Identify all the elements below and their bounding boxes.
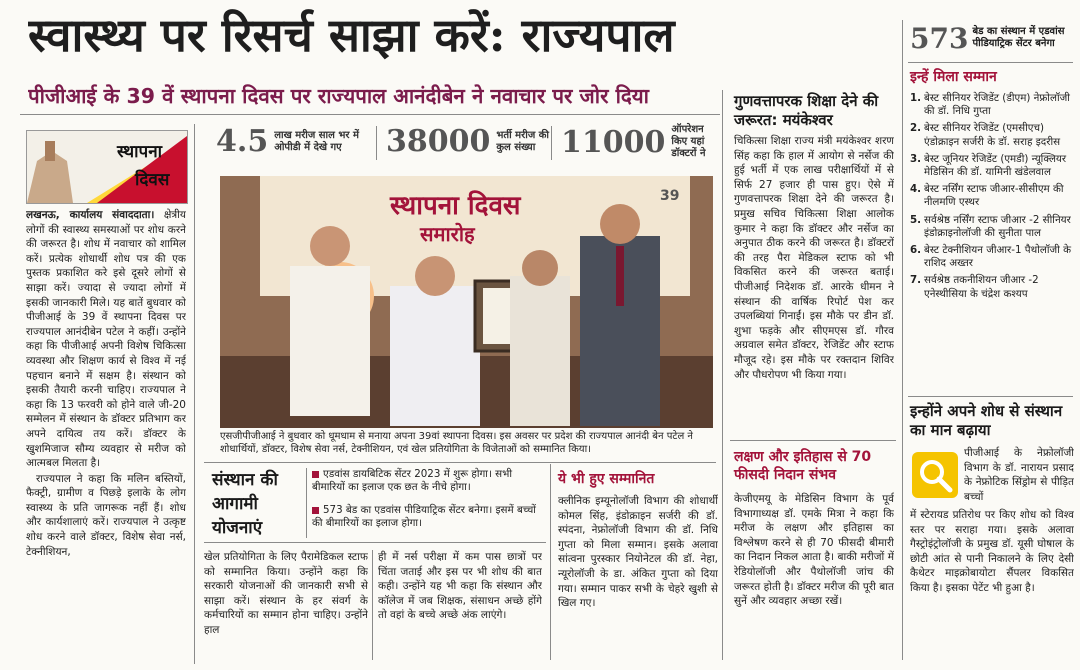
stat-value: 11000: [561, 124, 666, 160]
magnifier-icon: [912, 452, 958, 498]
rule: [204, 462, 716, 463]
award-number: 7.: [910, 274, 922, 287]
divider: [550, 464, 551, 660]
bottom-col1: खेल प्रतियोगिता के लिए पैरामेडिकल स्टाफ को सम्मानित किया। उन्होंने कहा कि सरकारी योजनाओं की जानकारी सभी से साझा करें। संस्थान के हर संवर्ग के कर्मचारियों का सम्मान होना चाहिए। उन्होंने हाल: [204, 551, 368, 636]
research-text: में स्टेरायड प्रतिरोध पर किए शोध को विश्व स्तर पर सराहा गया। इसके अलावा गैस्ट्रोइंट्रोलॉजी के प्रमुख डॉ. यूसी घोषाल के छोटी आंत से पानी निकालने के लिए देसी कैथेटर माइक्रोबायोटा सैंपलर विकसित किया है। इसका पेटेंट भी हुआ है।: [910, 509, 1074, 594]
sthapana-diwas-logo: [26, 130, 188, 204]
stat-value: 38000: [386, 124, 491, 159]
award-number: 6.: [910, 244, 922, 257]
award-text: बेस्ट सीनियर रेजिडेंट (डीएम) नेफ्रोलॉजी की डॉ. निधि गुप्ता: [924, 92, 1070, 118]
divider: [376, 126, 377, 160]
award-text: बेस्ट सीनियर रेजिडेंट (एमसीएच) एंडोक्राइन सर्जरी के डॉ. सराह इदरीस: [924, 122, 1061, 148]
honored-title: ये भी हुए सम्मानित: [558, 471, 655, 487]
award-text: सर्वश्रेष्ठ नर्सिंग स्टाफ जीआर -2 सीनियर इंडोक्राइनोलॉजी की सुनीता पाल: [924, 213, 1071, 239]
awards-title: इन्हें मिला सम्मान: [910, 69, 997, 85]
headline: स्वास्थ्य पर रिसर्च साझा करें: राज्यपाल: [28, 8, 675, 62]
rule: [20, 114, 720, 115]
pediatric-text: बेड का संस्थान में एडवांस पीडियाट्रिक सेंटर बनेगा: [972, 26, 1065, 49]
stat-item: [216, 124, 374, 159]
diagnosis-text: केजीएमयू के मेडिसिन विभाग के पूर्व विभागाध्यक्ष डॉ. एमके मित्रा ने कहा कि मरीज के लक्षण और इतिहास का विश्लेषण करने से ही 70 फीसदी बीमारी का निदान निकल आता है। बाकी मरीजों में रेडियोलॉजी और पैथोलॉजी जांच की जरूरत होती है। डॉक्टर मरीज की पूरी बात सुनें और व्यवहार अच्छा रखें।: [734, 493, 894, 608]
left-column: [26, 208, 186, 663]
divider: [306, 468, 307, 538]
plans-box: [204, 464, 546, 548]
left-para1: क्षेत्रीय लोगों की स्वास्थ्य समस्याओं पर शोध करने की जरूरत है। शोध में नवाचार को शामिल करें। प्रत्येक शोधार्थी शोध पत्र की एक पुस्तक प्रकाशित करे इसे दूसरे लोगों से साझा करें। ज्यादा से ज्यादा लोगों में इसकी जानकारी मिले। यह बातें बुधवार को पीजीआई के 39 वें स्थापना दिवस पर राज्यपाल आनंदीबेन पटेल ने कहीं। उन्होंने कहा कि पीजीआई अपनी विशेष चिकित्सा व्यवस्था और शिक्षण कार्य से विश्व में नई पहचान बनाने में सक्षम है। संस्थान को इसकी तैयारी करनी चाहिए। राज्यपाल ने कहा कि 13 फरवरी को होने वाले जी-20 सम्मेलन में संस्थान के डॉक्टर प्रतिभाग कर अपने दायित्व तय करें। डॉक्टर के खुशमिजाज सौम्य व्यवहार से मरीज को आत्मबल मिलता है।: [26, 209, 186, 470]
logo-line1: स्थापना: [117, 142, 163, 162]
award-item: [910, 122, 1075, 148]
pediatric-number: 573: [910, 21, 969, 55]
stat-label: ऑपरेशन किए यहां डॉक्टरों ने: [671, 124, 706, 159]
award-number: 1.: [910, 92, 922, 104]
award-text: बेस्ट नर्सिंग स्टाफ जीआर-सीसीएम की नीलमणि एस्थर: [924, 183, 1064, 209]
divider: [372, 550, 373, 660]
subheadline: पीजीआई के 39 वें स्थापना दिवस पर राज्यपाल आनंदीबेन ने नवाचार पर जोर दिया: [28, 84, 649, 108]
plan-item: [312, 468, 542, 494]
research-intro: पीजीआई के नेफ्रोलॉजी विभाग के डॉ. नारायन प्रसाद के नेफ्रोटिक सिंड्रोम से पीड़ित बच्चों: [964, 447, 1074, 503]
stat-item: [561, 124, 716, 160]
research-icon: [912, 452, 958, 498]
photo-number: 39: [660, 188, 680, 204]
plan-text: एडवांस डायबिटिक सेंटर 2023 में शुरू होगा। सभी बीमारियों का इलाज एक छत के नीचे होगा।: [312, 468, 513, 493]
rule: [730, 440, 896, 441]
rule: [908, 396, 1073, 397]
photo-banner-line1: स्थापना दिवस: [390, 191, 521, 221]
stat-label: भर्ती मरीज की कुल संख्या: [496, 129, 550, 153]
plans-title: संस्थान की आगामी योजनाएं: [212, 470, 278, 538]
stat-item: [386, 124, 556, 159]
research-title: इन्होंने अपने शोध से संस्थान का मान बढ़ाया: [910, 402, 1063, 439]
diagnosis-title: लक्षण और इतिहास से 70 फीसदी निदान संभव: [734, 449, 872, 483]
award-item: [910, 92, 1075, 118]
award-item: [910, 244, 1075, 270]
honored-text: क्लीनिक इम्यूनोलॉजी विभाग की शोधार्थी कोमल सिंह, इंडोक्राइन सर्जरी की डॉ. स्पंदना, नेफ्रोलॉजी विभाग की डॉ. निधि गुप्ता को मिला सम्मान। इसके अलावा सांत्वना पुरस्कार नियोनेटल की डॉ. नेहा, न्यूरोलॉजी के डा. अंकित गुप्ता को दिया गया। सम्मान पाकर सभी के चेहरे खुशी से खिल गए।: [558, 495, 718, 610]
divider: [722, 90, 723, 660]
stat-label: लाख मरीज साल भर में ओपीडी में देखे गए: [274, 129, 359, 153]
left-para2: राज्यपाल ने कहा कि मलिन बस्तियों, फैक्ट्री, ग्रामीण व पिछड़े इलाके के लोग स्वास्थ्य के प्रति जागरूक नहीं हैं। शोध और कार्यशालाएं करें। राज्यपाल ने उत्कृष्ट शोध करने वाले डॉक्टर, विशेष सेवा नर्स, टेक्नीशियन,: [26, 472, 186, 558]
award-item: [910, 153, 1075, 179]
award-number: 3.: [910, 152, 922, 165]
divider: [194, 124, 195, 664]
plan-text: 573 बेड का एडवांस पीडियाट्रिक सेंटर बनेगा। इसमें बच्चों की बीमारियों का इलाज होगा।: [312, 504, 536, 529]
bottom-col2: ही में नर्स परीक्षा में कम पास छात्रों पर चिंता जताई और इस पर भी शोध की बात कही। उन्होंने यह भी कहा कि संस्थान और कॉलेज में जब शिक्षक, संसाधन अच्छे होंगे तो वहां के बच्चे अच्छे अंक लाएंगे।: [378, 551, 542, 622]
event-photo: [220, 176, 713, 428]
rule: [908, 62, 1073, 63]
award-text: बेस्ट टेक्नीशियन जीआर-1 पैथोलॉजी के राशिद अख्तर: [924, 244, 1072, 270]
photo-banner-line2: समारोह: [420, 222, 475, 246]
award-text: सर्वश्रेष्ठ तकनीशियन जीआर -2 एनेस्थीसिया के चंद्रेश कश्यप: [924, 274, 1039, 300]
stats-bar: [216, 124, 714, 164]
bullet-icon: [312, 471, 319, 478]
award-number: 4.: [910, 183, 922, 196]
award-text: बेस्ट जूनियर रेजिडेंट (एमडी) न्यूक्लियर मेडिसिन की डॉ. यामिनी खंडेलवाल: [924, 152, 1067, 179]
plan-item: [312, 504, 542, 530]
award-number: 5.: [910, 213, 922, 226]
award-number: 2.: [910, 122, 922, 135]
bullet-icon: [312, 507, 319, 514]
award-item: [910, 183, 1075, 209]
awards-list: [910, 92, 1075, 305]
dateline: लखनऊ, कार्यालय संवाददाता।: [26, 209, 155, 221]
rule: [204, 542, 546, 543]
quality-title: गुणवत्तापरक शिक्षा देने की जरूरत: मयंकेश्वर: [734, 92, 879, 129]
pediatric-box: [910, 18, 1075, 58]
divider: [902, 20, 903, 660]
divider: [551, 126, 552, 160]
quality-text: चिकित्सा शिक्षा राज्य मंत्री मयंकेश्वर शरण सिंह कहा कि हाल में आयोग से नर्सेज की हुई भर्ती में एक लाख परीक्षार्थियों में से सिर्फ 27 हजार ही पास हुए। ऐसे में गुणवत्तापरक शिक्षा देने की जरूरत है। प्रमुख सचिव चिकित्सा शिक्षा आलोक कुमार ने कहा कि डॉक्टर और नर्सेज का अनुपात ठीक करने की जरूरत है। डॉक्टरों की तरह पैरा मेडिकल स्टाफ को भी विकसित करने की जरूरत बताई। पीजीआई निदेशक डॉ. आरके धीमन ने संस्थान की वार्षिक रिपोर्ट पेश कर उपलब्धियां गिनाईं। इस मौके पर डीन डॉ. शुभा फड़के और सीएमएस डॉ. गौरव अग्रवाल समेत डॉक्टर, रेजिडेंट और स्टाफ मौजूद रहे। इस मौके पर रक्तदान शिविर और पौधरोपण भी किया गया।: [734, 135, 894, 381]
logo-line2: दिवस: [135, 170, 170, 190]
photo-caption: एसजीपीजीआई ने बुधवार को धूमधाम से मनाया अपना 39वां स्थापना दिवस। इस अवसर पर प्रदेश की राज्यपाल आनंदी बेन पटेल ने शोधार्थियों, डॉक्टर, विशेष सेवा नर्स, टेक्नीशियन, एवं खेल प्रतियोगिता के विजेताओं को सम्मानित किया।: [220, 431, 693, 455]
award-item: [910, 274, 1075, 300]
stat-value: 4.5: [216, 124, 269, 159]
award-item: [910, 214, 1075, 240]
